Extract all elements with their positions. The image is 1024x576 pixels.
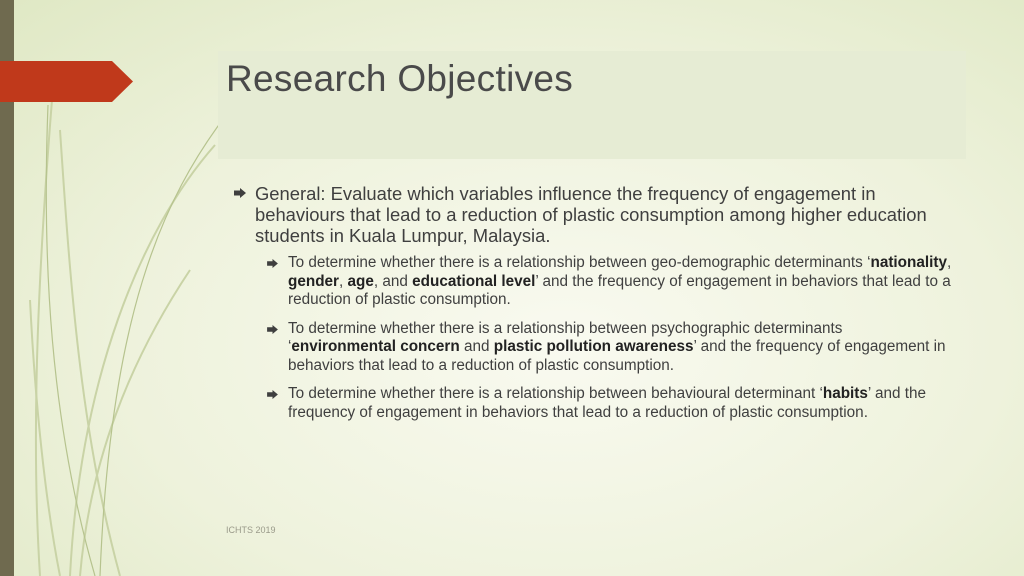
- determinant-term: educational level: [412, 272, 536, 290]
- general-objective: [234, 183, 964, 246]
- accent-arrow-icon: [0, 61, 133, 102]
- objective-text: To determine whether there is a relationship between psychographic determinants ‘environmental concern and plastic pollution awareness’ and the frequency of engagement in behaviors that lead to a reduction of plastic consumption.: [288, 319, 946, 374]
- determinant-term: gender: [288, 272, 339, 290]
- footer-label: ICHTS 2019: [226, 525, 276, 535]
- determinant-term: age: [347, 272, 374, 290]
- bullet-arrow-icon: [234, 188, 246, 198]
- objective-item: [267, 385, 964, 422]
- general-objective-text: General: Evaluate which variables influence the frequency of engagement in behaviours that lead to a reduction of plastic consumption among higher education students in Kuala Lumpur, Malaysia.: [255, 183, 927, 246]
- objective-item: [267, 320, 964, 376]
- determinant-term: nationality: [870, 254, 947, 271]
- determinant-term: plastic pollution awareness: [493, 338, 694, 355]
- objective-text: To determine whether there is a relationship between behavioural determinant ‘habits’ and the frequency of engagement in behaviors that lead to a reduction of plastic consumption.: [288, 385, 927, 421]
- bullet-arrow-icon: [267, 390, 278, 399]
- determinant-term: habits: [822, 385, 868, 402]
- objective-item: [267, 254, 964, 310]
- bullet-arrow-icon: [267, 325, 278, 334]
- objective-text: To determine whether there is a relationship between geo-demographic determinants ‘nationality, gender, age, and educational level’ and the frequency of engagement in behaviors that lead to a reduction of plastic consumption.: [288, 254, 952, 308]
- bullet-arrow-icon: [267, 259, 278, 268]
- slide-content: [234, 183, 964, 432]
- slide-title: Research Objectives: [226, 58, 574, 99]
- specific-objectives: [267, 254, 964, 422]
- determinant-term: environmental concern: [291, 338, 460, 355]
